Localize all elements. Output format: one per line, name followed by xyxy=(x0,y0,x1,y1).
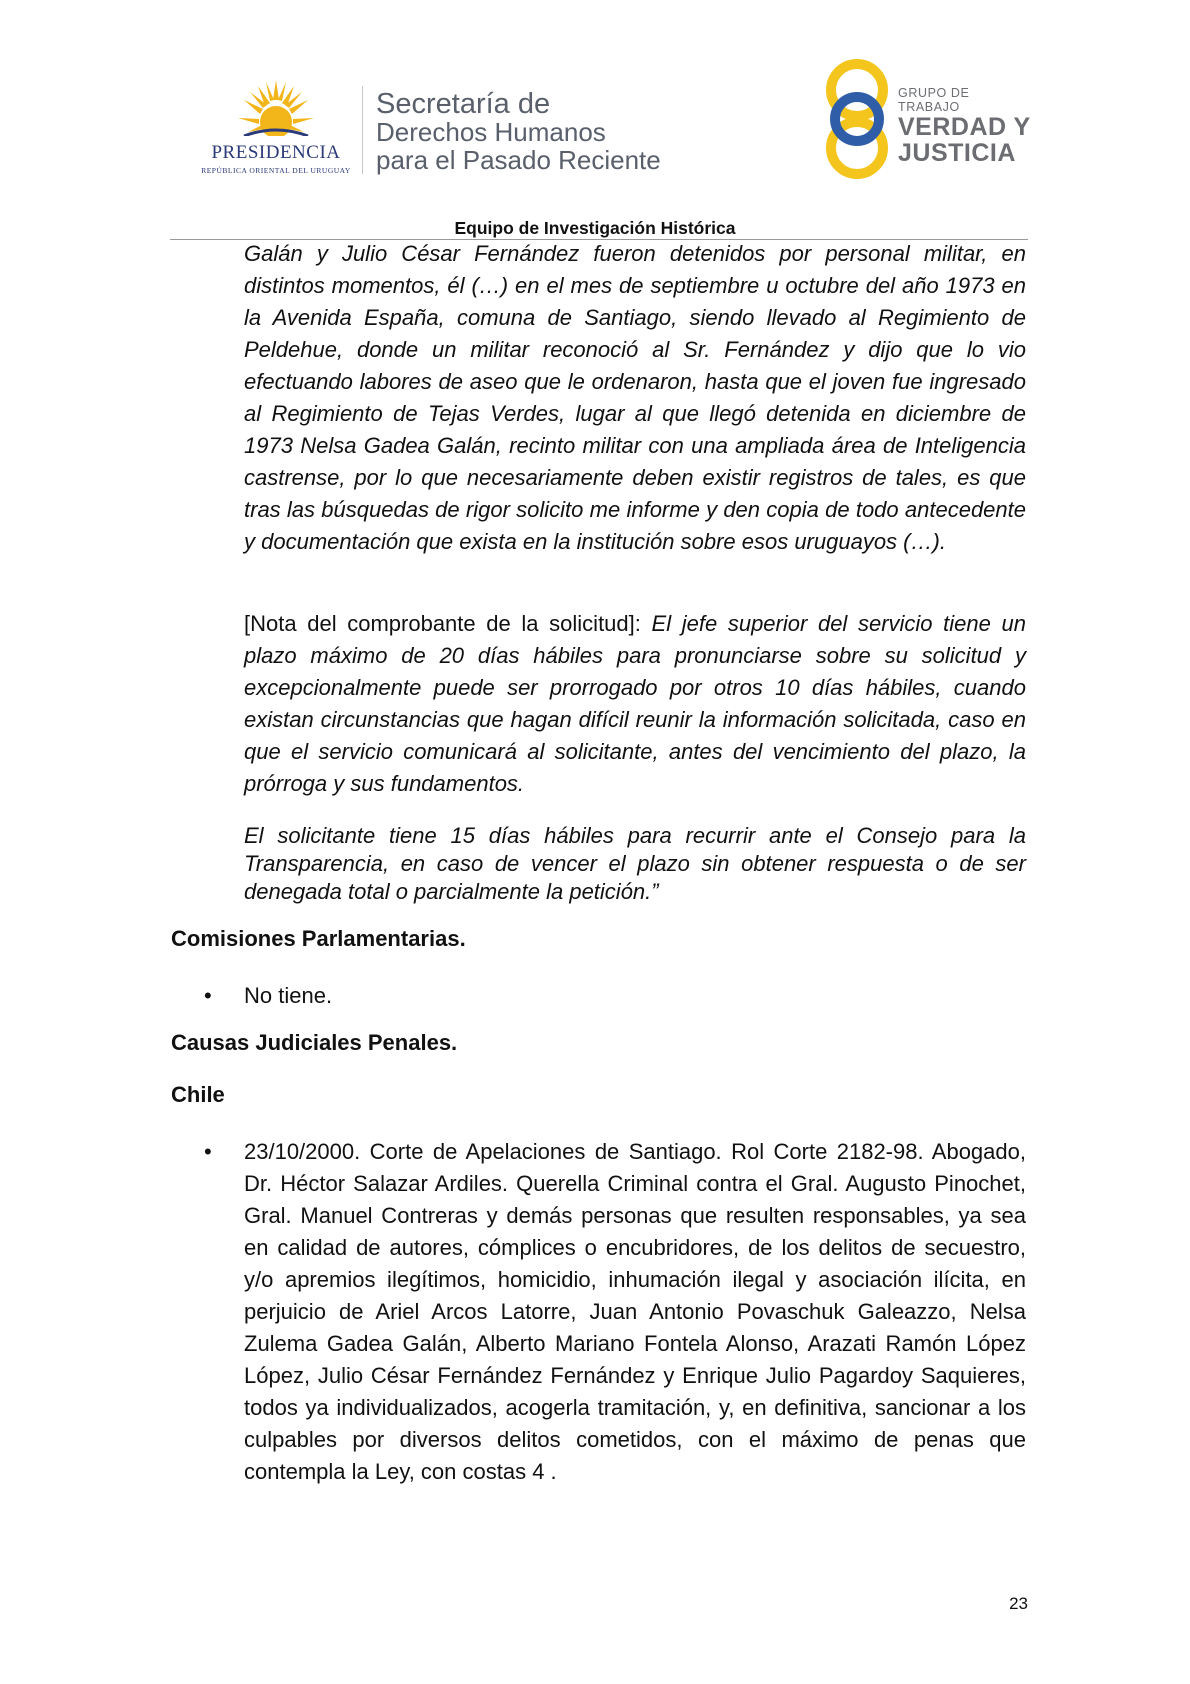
secretaria-line-2: Derechos Humanos xyxy=(376,117,606,147)
presidencia-logo xyxy=(196,78,356,178)
grupo-trabajo-text xyxy=(898,86,1032,166)
bullet-icon: • xyxy=(204,1139,212,1164)
heading-comisiones: Comisiones Parlamentarias. xyxy=(171,926,466,951)
grupo-line-2: VERDAD Y xyxy=(898,113,1031,141)
heading-causas: Causas Judiciales Penales. xyxy=(171,1030,458,1055)
grupo-line-3: JUSTICIA xyxy=(898,139,1016,167)
bullet-text-comisiones: No tiene. xyxy=(244,983,333,1008)
logo-divider xyxy=(362,86,363,174)
quote-paragraph-3: El solicitante tiene 15 días hábiles para recurrir ante el Consejo para la Transparencia, en caso de vencer el plazo sin obtener respuesta o de ser denegada total o parcialmente la petición.” xyxy=(244,823,1026,904)
quote-paragraph-2 xyxy=(244,608,1026,800)
interlocked-rings-icon xyxy=(822,56,892,182)
grupo-trabajo-logo xyxy=(822,56,1032,182)
quote-2-body: El jefe superior del servicio tiene un plazo máximo de 20 días hábiles para pronunciarse sobre su solicitud y excepcionalmente puede ser prorrogado por otros 10 días hábiles, cuando existan circunstancias que hagan difícil reunir la información solicitada, caso en que el servicio comunicará al solicitante, antes del vencimiento del plazo, la prórroga y sus fundamentos. xyxy=(244,611,1026,796)
bullet-text-chile: 23/10/2000. Corte de Apelaciones de Santiago. Rol Corte 2182-98. Abogado, Dr. Héctor Salazar Ardiles. Querella Criminal contra el Gral. Augusto Pinochet, Gral. Manuel Contreras y demás personas que resulten responsables, ya sea en calidad de autores, cómplices o encubridores, de los delitos de secuestro, y/o apremios ilegítimos, homicidio, inhumación ilegal y asociación ilícita, en perjuicio de Ariel Arcos Latorre, Juan Antonio Povaschuk Galeazzo, Nelsa Zulema Gadea Galán, Alberto Mariano Fontela Alonso, Arazati Ramón López López, Julio César Fernández Fernández y Enrique Julio Pagardoy Saquieres, todos ya individualizados, acogerla tramitación, y, en definitiva, sancionar a los culpables por diversos delitos cometidos, con el máximo de penas que contempla la Ley, con costas 4 . xyxy=(244,1139,1026,1484)
grupo-line-1: GRUPO DE TRABAJO xyxy=(898,86,970,114)
sun-emblem-icon xyxy=(236,78,316,140)
secretaria-line-3: para el Pasado Reciente xyxy=(376,145,661,175)
secretaria-logo-text xyxy=(376,90,661,174)
presidencia-wordmark: PRESIDENCIA xyxy=(211,142,341,163)
secretaria-line-1: Secretaría de xyxy=(376,88,551,120)
quote-2-prefix: [Nota del comprobante de la solicitud]: xyxy=(244,611,652,636)
presidencia-subtitle: REPÚBLICA ORIENTAL DEL URUGUAY xyxy=(201,166,351,175)
bullet-icon: • xyxy=(204,983,212,1008)
page-number: 23 xyxy=(1009,1594,1028,1613)
running-header-title: Equipo de Investigación Histórica xyxy=(454,218,736,238)
heading-chile: Chile xyxy=(171,1082,225,1107)
quote-paragraph-1: Galán y Julio César Fernández fueron detenidos por personal militar, en distintos momentos, él (…) en el mes de septiembre u octubre del año 1973 en la Avenida España, comuna de Santiago, siendo llevado al Regimiento de Peldehue, donde un militar reconoció al Sr. Fernández y dijo que lo vio efectuando labores de aseo que le ordenaron, hasta que el joven fue ingresado al Regimiento de Tejas Verdes, lugar al que llegó detenida en diciembre de 1973 Nelsa Gadea Galán, recinto militar con una ampliada área de Inteligencia castrense, por lo que necesariamente deben existir registros de tales, es que tras las búsquedas de rigor solicito me informe y den copia de todo antecedente y documentación que exista en la institución sobre esos uruguayos (…). xyxy=(244,241,1026,554)
